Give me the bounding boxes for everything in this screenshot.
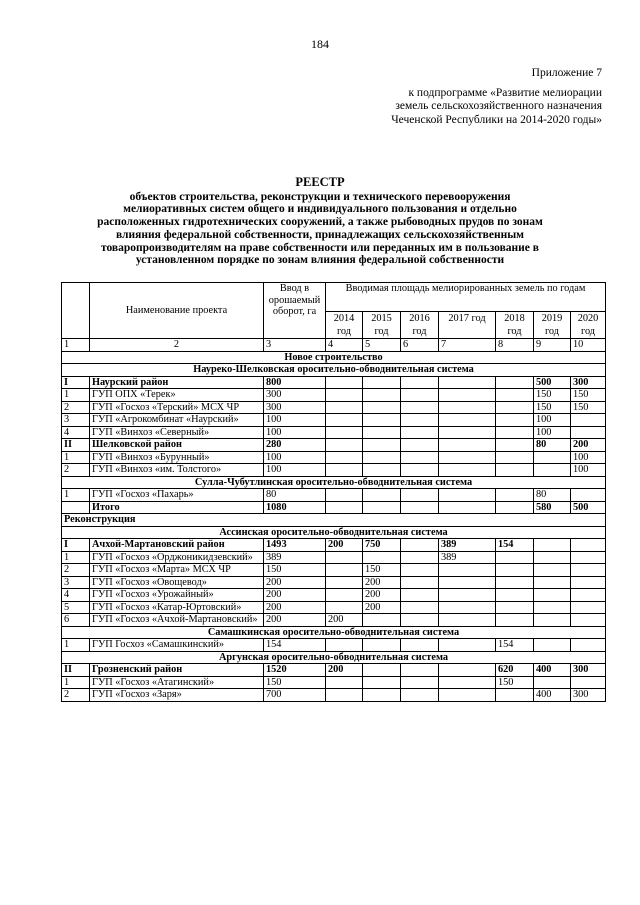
project-name: ГУП «Госхоз «Орджоникидзевский» bbox=[90, 551, 264, 564]
project-name: Ачхой-Мартановский район bbox=[90, 539, 264, 552]
area-value: 389 bbox=[439, 551, 496, 564]
area-value: 800 bbox=[264, 376, 326, 389]
table-row bbox=[62, 501, 606, 514]
area-value: 400 bbox=[534, 664, 571, 677]
area-value bbox=[496, 564, 534, 577]
row-number: 1 bbox=[62, 639, 90, 652]
area-value bbox=[363, 501, 401, 514]
area-value bbox=[496, 414, 534, 427]
area-value bbox=[534, 464, 571, 477]
area-value: 580 bbox=[534, 501, 571, 514]
registry-line: расположенных гидротехнических сооружений, а также рыбоводных прудов по зонам bbox=[97, 216, 543, 229]
project-name: ГУП «Госхоз «Пахарь» bbox=[90, 489, 264, 502]
col-number: 7 bbox=[439, 339, 496, 352]
area-value bbox=[326, 551, 363, 564]
appendix-line: земель сельскохозяйственного назначения bbox=[395, 100, 602, 112]
area-value bbox=[571, 551, 606, 564]
area-value bbox=[439, 664, 496, 677]
table-row bbox=[62, 451, 606, 464]
area-value bbox=[326, 501, 363, 514]
area-value: 100 bbox=[534, 414, 571, 427]
area-value bbox=[439, 464, 496, 477]
area-value bbox=[401, 601, 439, 614]
area-value: 150 bbox=[571, 401, 606, 414]
col-number: 9 bbox=[534, 339, 571, 352]
registry-heading: РЕЕСТР bbox=[295, 175, 345, 189]
area-value: 500 bbox=[534, 376, 571, 389]
area-value: 150 bbox=[363, 564, 401, 577]
table-row bbox=[62, 639, 606, 652]
area-value: 200 bbox=[264, 576, 326, 589]
area-value bbox=[326, 676, 363, 689]
row-number: 3 bbox=[62, 414, 90, 427]
area-value bbox=[401, 451, 439, 464]
table-row bbox=[62, 589, 606, 602]
area-value: 300 bbox=[264, 401, 326, 414]
project-name: ГУП «Госхоз «Катар-Юртовский» bbox=[90, 601, 264, 614]
area-value bbox=[439, 501, 496, 514]
area-value bbox=[326, 639, 363, 652]
table-row bbox=[62, 614, 606, 627]
area-value bbox=[401, 439, 439, 452]
area-value bbox=[496, 376, 534, 389]
section-title: Сулла-Чубутлинская оросительно-обводнительная система bbox=[62, 476, 606, 489]
registry-table bbox=[61, 282, 606, 702]
row-number: I bbox=[62, 539, 90, 552]
registry-table-body bbox=[62, 351, 606, 701]
registry-line: товаропроизводителям на праве собственности или переданных им в пользование в bbox=[100, 241, 540, 254]
area-value: 620 bbox=[496, 664, 534, 677]
row-number: II bbox=[62, 439, 90, 452]
area-value bbox=[401, 564, 439, 577]
table-row bbox=[62, 426, 606, 439]
col-number: 1 bbox=[62, 339, 90, 352]
registry-line: влияния федеральной собственности, принадлежащих сельскохозяйственным bbox=[115, 228, 525, 241]
project-name: ГУП «Госхоз «Урожайный» bbox=[90, 589, 264, 602]
header-year: 2017 год bbox=[439, 312, 496, 339]
area-value: 300 bbox=[571, 376, 606, 389]
area-value bbox=[401, 426, 439, 439]
area-value bbox=[326, 426, 363, 439]
project-name: Шелковской район bbox=[90, 439, 264, 452]
row-number: 4 bbox=[62, 426, 90, 439]
project-name: ГУП «Агрокомбинат «Наурский» bbox=[90, 414, 264, 427]
section-row bbox=[62, 351, 606, 364]
area-value bbox=[496, 589, 534, 602]
area-value bbox=[401, 389, 439, 402]
area-value: 150 bbox=[264, 676, 326, 689]
area-value bbox=[326, 376, 363, 389]
section-title: Ассинская оросительно-обводнительная система bbox=[62, 526, 606, 539]
area-value bbox=[439, 564, 496, 577]
area-value bbox=[326, 451, 363, 464]
area-value: 100 bbox=[264, 414, 326, 427]
registry-line: мелиоративных систем общего и индивидуального пользования и отдельно bbox=[123, 203, 517, 216]
row-number: 1 bbox=[62, 551, 90, 564]
col-number: 2 bbox=[90, 339, 264, 352]
section-row bbox=[62, 626, 606, 639]
header-name: Наименование проекта bbox=[90, 283, 264, 339]
area-value bbox=[401, 614, 439, 627]
section-row bbox=[62, 651, 606, 664]
section-row bbox=[62, 514, 606, 527]
area-value bbox=[401, 501, 439, 514]
area-value bbox=[363, 401, 401, 414]
col-number: 6 bbox=[401, 339, 439, 352]
section-title: Науреко-Шелковская оросительно-обводнительная система bbox=[62, 364, 606, 377]
area-value bbox=[439, 639, 496, 652]
row-number: 5 bbox=[62, 601, 90, 614]
project-name: ГУП «Винхоз «Северный» bbox=[90, 426, 264, 439]
table-row bbox=[62, 576, 606, 589]
area-value bbox=[439, 401, 496, 414]
area-value bbox=[439, 376, 496, 389]
table-row bbox=[62, 414, 606, 427]
registry-line: установленном порядке по зонам влияния федеральной собственности bbox=[135, 254, 505, 267]
header-year: 2018 год bbox=[496, 312, 534, 339]
area-value bbox=[571, 601, 606, 614]
area-value bbox=[326, 414, 363, 427]
area-value bbox=[571, 614, 606, 627]
area-value: 80 bbox=[264, 489, 326, 502]
area-value bbox=[401, 376, 439, 389]
area-value: 100 bbox=[264, 464, 326, 477]
area-value bbox=[363, 439, 401, 452]
area-value bbox=[363, 426, 401, 439]
area-value bbox=[571, 576, 606, 589]
area-value bbox=[401, 464, 439, 477]
row-number: 1 bbox=[62, 489, 90, 502]
header-planned-area: Вводимая площадь мелиорированных земель по годам bbox=[326, 283, 606, 312]
area-value: 150 bbox=[534, 389, 571, 402]
area-value bbox=[326, 576, 363, 589]
area-value: 200 bbox=[326, 664, 363, 677]
area-value: 150 bbox=[264, 564, 326, 577]
section-row bbox=[62, 364, 606, 377]
area-value: 200 bbox=[326, 539, 363, 552]
area-value bbox=[496, 389, 534, 402]
header-input-area: Ввод в орошаемый оборот, га bbox=[264, 283, 326, 339]
row-number: 4 bbox=[62, 589, 90, 602]
col-number: 8 bbox=[496, 339, 534, 352]
area-value: 150 bbox=[571, 389, 606, 402]
area-value bbox=[401, 576, 439, 589]
area-value bbox=[571, 414, 606, 427]
area-value bbox=[534, 451, 571, 464]
row-number: I bbox=[62, 376, 90, 389]
area-value: 80 bbox=[534, 439, 571, 452]
col-number: 5 bbox=[363, 339, 401, 352]
area-value bbox=[401, 589, 439, 602]
area-value: 100 bbox=[571, 464, 606, 477]
row-number: 2 bbox=[62, 564, 90, 577]
row-number: 2 bbox=[62, 689, 90, 702]
area-value bbox=[534, 601, 571, 614]
area-value bbox=[439, 451, 496, 464]
header-year: 2019 год bbox=[534, 312, 571, 339]
area-value: 80 bbox=[534, 489, 571, 502]
section-row bbox=[62, 526, 606, 539]
section-row bbox=[62, 476, 606, 489]
header-year: 2014 год bbox=[326, 312, 363, 339]
area-value bbox=[363, 489, 401, 502]
row-number: 1 bbox=[62, 451, 90, 464]
area-value: 200 bbox=[363, 576, 401, 589]
area-value bbox=[571, 539, 606, 552]
area-value: 150 bbox=[496, 676, 534, 689]
area-value: 200 bbox=[363, 601, 401, 614]
area-value bbox=[571, 426, 606, 439]
project-name: ГУП «Госхоз «Овощевод» bbox=[90, 576, 264, 589]
area-value bbox=[401, 414, 439, 427]
area-value bbox=[571, 676, 606, 689]
area-value bbox=[363, 639, 401, 652]
row-number: 3 bbox=[62, 576, 90, 589]
section-title: Новое строительство bbox=[62, 351, 606, 364]
area-value bbox=[326, 601, 363, 614]
header-number-cell bbox=[62, 283, 90, 339]
row-number: 1 bbox=[62, 389, 90, 402]
col-number: 10 bbox=[571, 339, 606, 352]
area-value: 1080 bbox=[264, 501, 326, 514]
area-value bbox=[496, 614, 534, 627]
row-number: 2 bbox=[62, 401, 90, 414]
area-value bbox=[571, 639, 606, 652]
table-row bbox=[62, 489, 606, 502]
area-value: 1520 bbox=[264, 664, 326, 677]
area-value: 100 bbox=[264, 451, 326, 464]
header-year: 2015 год bbox=[363, 312, 401, 339]
area-value: 500 bbox=[571, 501, 606, 514]
section-title: Реконструкция bbox=[62, 514, 606, 527]
row-number: 1 bbox=[62, 676, 90, 689]
registry-line: объектов строительства, реконструкции и технического перевооружения bbox=[129, 190, 511, 203]
area-value bbox=[401, 489, 439, 502]
table-row bbox=[62, 551, 606, 564]
area-value bbox=[439, 614, 496, 627]
area-value bbox=[326, 401, 363, 414]
section-title: Аргунская оросительно-обводнительная система bbox=[62, 651, 606, 664]
area-value: 300 bbox=[571, 689, 606, 702]
area-value bbox=[401, 676, 439, 689]
area-value: 400 bbox=[534, 689, 571, 702]
project-name: Итого bbox=[90, 501, 264, 514]
area-value bbox=[534, 564, 571, 577]
table-row bbox=[62, 676, 606, 689]
area-value: 200 bbox=[326, 614, 363, 627]
area-value bbox=[571, 564, 606, 577]
area-value bbox=[363, 451, 401, 464]
registry-title bbox=[40, 176, 600, 267]
row-number: II bbox=[62, 664, 90, 677]
area-value bbox=[363, 614, 401, 627]
area-value bbox=[326, 439, 363, 452]
project-name: ГУП «Госхоз «Терский» МСХ ЧР bbox=[90, 401, 264, 414]
area-value bbox=[401, 664, 439, 677]
area-value bbox=[363, 376, 401, 389]
area-value: 200 bbox=[264, 601, 326, 614]
area-value bbox=[496, 489, 534, 502]
area-value bbox=[571, 589, 606, 602]
area-value: 700 bbox=[264, 689, 326, 702]
area-value: 200 bbox=[264, 589, 326, 602]
project-name: ГУП «Винхоз «Бурунный» bbox=[90, 451, 264, 464]
table-row bbox=[62, 664, 606, 677]
area-value: 200 bbox=[363, 589, 401, 602]
area-value bbox=[363, 551, 401, 564]
header-year: 2020 год bbox=[571, 312, 606, 339]
area-value bbox=[496, 501, 534, 514]
area-value bbox=[439, 389, 496, 402]
area-value: 154 bbox=[496, 539, 534, 552]
area-value: 154 bbox=[496, 639, 534, 652]
area-value: 100 bbox=[264, 426, 326, 439]
project-name: ГУП Госхоз «Самашкинский» bbox=[90, 639, 264, 652]
area-value: 100 bbox=[534, 426, 571, 439]
area-value bbox=[439, 689, 496, 702]
area-value bbox=[326, 489, 363, 502]
project-name: ГУП «Винхоз «им. Толстого» bbox=[90, 464, 264, 477]
appendix-line: Чеченской Республики на 2014-2020 годы» bbox=[391, 113, 602, 126]
table-row bbox=[62, 564, 606, 577]
area-value bbox=[326, 464, 363, 477]
area-value bbox=[439, 439, 496, 452]
col-number: 4 bbox=[326, 339, 363, 352]
project-name: ГУП «Госхоз «Атагинский» bbox=[90, 676, 264, 689]
area-value bbox=[534, 576, 571, 589]
area-value bbox=[363, 464, 401, 477]
table-row bbox=[62, 401, 606, 414]
area-value: 300 bbox=[264, 389, 326, 402]
area-value: 389 bbox=[439, 539, 496, 552]
area-value bbox=[439, 576, 496, 589]
area-value bbox=[326, 564, 363, 577]
area-value bbox=[401, 551, 439, 564]
area-value: 100 bbox=[571, 451, 606, 464]
section-title: Самашкинская оросительно-обводнительная система bbox=[62, 626, 606, 639]
project-name: Грозненский район bbox=[90, 664, 264, 677]
project-name: ГУП «Госхоз «Марта» МСХ ЧР bbox=[90, 564, 264, 577]
area-value: 150 bbox=[534, 401, 571, 414]
table-row bbox=[62, 389, 606, 402]
area-value: 280 bbox=[264, 439, 326, 452]
area-value bbox=[401, 689, 439, 702]
area-value bbox=[534, 676, 571, 689]
col-number: 3 bbox=[264, 339, 326, 352]
area-value: 200 bbox=[571, 439, 606, 452]
area-value bbox=[496, 551, 534, 564]
area-value bbox=[534, 614, 571, 627]
area-value bbox=[401, 401, 439, 414]
table-row bbox=[62, 376, 606, 389]
area-value: 200 bbox=[264, 614, 326, 627]
header-year: 2016 год bbox=[401, 312, 439, 339]
area-value: 750 bbox=[363, 539, 401, 552]
area-value bbox=[326, 689, 363, 702]
area-value: 1493 bbox=[264, 539, 326, 552]
area-value bbox=[439, 601, 496, 614]
area-value bbox=[496, 426, 534, 439]
area-value bbox=[401, 539, 439, 552]
area-value bbox=[363, 414, 401, 427]
project-name: Наурский район bbox=[90, 376, 264, 389]
area-value bbox=[401, 639, 439, 652]
area-value bbox=[534, 639, 571, 652]
area-value bbox=[363, 689, 401, 702]
area-value bbox=[439, 589, 496, 602]
area-value bbox=[534, 551, 571, 564]
area-value bbox=[534, 589, 571, 602]
area-value bbox=[496, 689, 534, 702]
area-value bbox=[534, 539, 571, 552]
area-value bbox=[496, 576, 534, 589]
appendix-title: Приложение 7 bbox=[531, 67, 602, 79]
area-value bbox=[496, 401, 534, 414]
project-name: ГУП «Госхоз «Ачхой-Мартановский» bbox=[90, 614, 264, 627]
project-name: ГУП «Госхоз «Заря» bbox=[90, 689, 264, 702]
area-value: 154 bbox=[264, 639, 326, 652]
row-number: 2 bbox=[62, 464, 90, 477]
table-row bbox=[62, 439, 606, 452]
area-value bbox=[363, 676, 401, 689]
area-value: 300 bbox=[571, 664, 606, 677]
row-number: 6 bbox=[62, 614, 90, 627]
project-name: ГУП ОПХ «Терек» bbox=[90, 389, 264, 402]
row-number bbox=[62, 501, 90, 514]
area-value bbox=[496, 439, 534, 452]
area-value bbox=[439, 676, 496, 689]
table-row bbox=[62, 464, 606, 477]
table-row bbox=[62, 601, 606, 614]
area-value: 389 bbox=[264, 551, 326, 564]
appendix-line: к подпрограмме «Развитие мелиорации bbox=[408, 86, 602, 99]
area-value bbox=[326, 589, 363, 602]
area-value bbox=[363, 664, 401, 677]
area-value bbox=[439, 414, 496, 427]
area-value bbox=[496, 451, 534, 464]
table-row bbox=[62, 689, 606, 702]
area-value bbox=[439, 489, 496, 502]
page-number: 184 bbox=[311, 37, 329, 51]
area-value bbox=[439, 426, 496, 439]
area-value bbox=[571, 489, 606, 502]
appendix-block bbox=[282, 67, 602, 127]
area-value bbox=[326, 389, 363, 402]
area-value bbox=[496, 464, 534, 477]
area-value bbox=[363, 389, 401, 402]
table-row bbox=[62, 539, 606, 552]
area-value bbox=[496, 601, 534, 614]
